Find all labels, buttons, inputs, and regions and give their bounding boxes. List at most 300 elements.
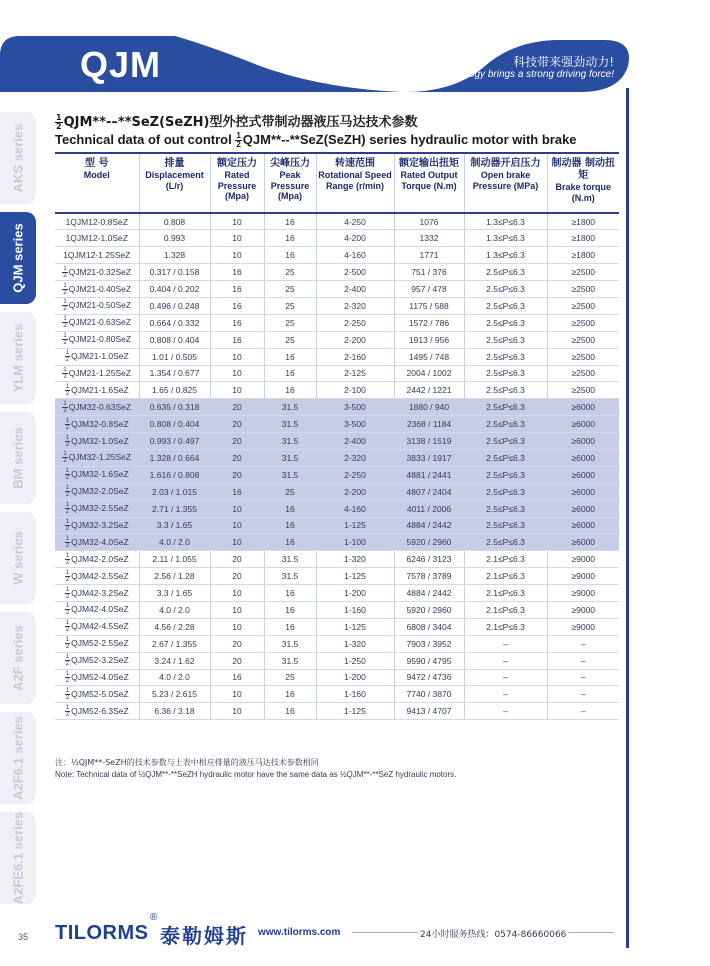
cell-disp: 1.354 / 0.677: [139, 365, 210, 382]
side-tab-w[interactable]: [0, 512, 36, 604]
cell-speed: 4-160: [316, 247, 394, 264]
cell-speed: 2-250: [316, 466, 394, 483]
cell-disp: 4.0 / 2.0: [139, 601, 210, 618]
cell-speed: 2-320: [316, 297, 394, 314]
cell-peak: 31.5: [264, 399, 316, 416]
cell-brake: –: [547, 686, 619, 703]
cell-torque: 1771: [394, 247, 464, 264]
slogan-en: Technology brings a strong driving force!: [434, 69, 614, 80]
cell-open: 2.5≤P≤6.3: [464, 264, 547, 281]
cell-torque: 4884 / 2442: [394, 585, 464, 602]
header-speed-range: 转速范围 Rotational Speed Range (r/min): [316, 153, 394, 213]
cell-torque: 751 / 376: [394, 264, 464, 281]
cell-peak: 25: [264, 314, 316, 331]
table-row: [55, 618, 619, 635]
cell-torque: 9472 / 4736: [394, 669, 464, 686]
cell-torque: 1332: [394, 230, 464, 247]
cell-peak: 16: [264, 213, 316, 230]
cell-brake: ≥2500: [547, 281, 619, 298]
cell-rated: 16: [210, 669, 264, 686]
cell-model: $\frac{1}{2}$ QJM52-6.3SeZ: [55, 703, 139, 720]
table-row: [55, 483, 619, 500]
cell-brake: ≥2500: [547, 382, 619, 399]
cell-rated: 10: [210, 534, 264, 551]
fraction-half: $\frac{1}{2}$: [65, 569, 70, 583]
cell-model: $\frac{1}{2}$ QJM42-4.0SeZ: [55, 601, 139, 618]
cell-brake: ≥2500: [547, 348, 619, 365]
side-tab-label: QJM series: [10, 223, 26, 293]
cell-speed: 1-100: [316, 534, 394, 551]
fraction-half: $\frac{1}{2}$: [63, 316, 67, 330]
table-row: [55, 534, 619, 551]
cell-open: –: [464, 703, 547, 720]
cell-open: 2.5≤P≤6.3: [464, 281, 547, 298]
fraction-half: $\frac{1}{2}$: [65, 502, 70, 516]
cell-disp: 2.67 / 1.355: [139, 635, 210, 652]
cell-torque: 2004 / 1002: [394, 365, 464, 382]
cell-rated: 16: [210, 483, 264, 500]
cell-brake: ≥6000: [547, 466, 619, 483]
cell-torque: 4807 / 2404: [394, 483, 464, 500]
fraction-half: $\frac{1}{2}$: [236, 131, 241, 150]
page-number: 35: [18, 932, 29, 942]
cell-torque: 1495 / 748: [394, 348, 464, 365]
table-row: [55, 416, 619, 433]
cell-model: $\frac{1}{2}$ QJM52-2.5SeZ: [55, 635, 139, 652]
cell-rated: 20: [210, 551, 264, 568]
cell-disp: 2.56 / 1.28: [139, 568, 210, 585]
table-row: [55, 230, 619, 247]
cell-open: 2.5≤P≤6.3: [464, 500, 547, 517]
cell-rated: 20: [210, 635, 264, 652]
table-row: [55, 331, 619, 348]
cell-brake: ≥6000: [547, 416, 619, 433]
cell-disp: 3.3 / 1.65: [139, 585, 210, 602]
cell-open: –: [464, 652, 547, 669]
cell-rated: 10: [210, 247, 264, 264]
cell-rated: 16: [210, 281, 264, 298]
cell-rated: 20: [210, 652, 264, 669]
cell-disp: 4.0 / 2.0: [139, 534, 210, 551]
table-row: [55, 348, 619, 365]
cell-brake: ≥6000: [547, 534, 619, 551]
cell-model: $\frac{1}{2}$ QJM32-4.0SeZ: [55, 534, 139, 551]
cell-disp: 1.616 / 0.808: [139, 466, 210, 483]
cell-open: 2.5≤P≤6.3: [464, 314, 547, 331]
side-tab-label: A2FE6.1 series: [10, 811, 26, 905]
cell-brake: ≥6000: [547, 399, 619, 416]
cell-brake: ≥6000: [547, 483, 619, 500]
fraction-half: $\frac{1}{2}$: [63, 282, 67, 296]
cell-disp: 2.03 / 1.015: [139, 483, 210, 500]
cell-speed: 2-320: [316, 449, 394, 466]
cell-peak: 25: [264, 297, 316, 314]
cell-torque: 7578 / 3789: [394, 568, 464, 585]
cell-torque: 9590 / 4795: [394, 652, 464, 669]
cell-peak: 25: [264, 264, 316, 281]
side-tab-qjm[interactable]: [0, 212, 36, 304]
fraction-half: $\frac{1}{2}$: [65, 670, 70, 684]
cell-speed: 1-160: [316, 601, 394, 618]
cell-open: 2.5≤P≤6.3: [464, 399, 547, 416]
cell-rated: 16: [210, 297, 264, 314]
cell-model: $\frac{1}{2}$ QJM32-3.2SeZ: [55, 517, 139, 534]
slogan-cn: 科技带来强劲动力!: [513, 55, 614, 69]
cell-speed: 1-320: [316, 635, 394, 652]
cell-open: 2.1≤P≤6.3: [464, 618, 547, 635]
cell-torque: 1175 / 588: [394, 297, 464, 314]
cell-disp: 0.404 / 0.202: [139, 281, 210, 298]
cell-torque: 7903 / 3952: [394, 635, 464, 652]
cell-speed: 2-125: [316, 365, 394, 382]
cell-speed: 1-160: [316, 686, 394, 703]
table-row: [55, 601, 619, 618]
cell-open: 2.5≤P≤6.3: [464, 297, 547, 314]
cell-open: 2.5≤P≤6.3: [464, 382, 547, 399]
cell-brake: ≥2500: [547, 331, 619, 348]
cell-speed: 1-125: [316, 618, 394, 635]
fraction-half: $\frac{1}{2}$: [63, 366, 67, 380]
cell-model: $\frac{1}{2}$ QJM21-0.50SeZ: [55, 297, 139, 314]
cell-disp: 0.808 / 0.404: [139, 331, 210, 348]
fraction-half: $\frac{1}{2}$: [65, 552, 70, 566]
side-tab-ylm[interactable]: [0, 312, 36, 404]
cell-peak: 16: [264, 534, 316, 551]
service-hotline: 24小时服务热线：0574-86660066: [418, 927, 568, 940]
cell-speed: 2-250: [316, 314, 394, 331]
side-tab-label: A2F series: [10, 625, 26, 691]
cell-model: $\frac{1}{2}$ QJM32-1.25SeZ: [55, 449, 139, 466]
cell-model: $\frac{1}{2}$ QJM32-1.6SeZ: [55, 466, 139, 483]
cell-rated: 10: [210, 230, 264, 247]
table-title-en: Technical data of out control $\frac{1}{2}$ QJM**--**SeZ(SeZH) series hydraulic motor with brake: [55, 131, 577, 150]
cell-open: –: [464, 686, 547, 703]
cell-open: 2.5≤P≤6.3: [464, 331, 547, 348]
cell-torque: 3138 / 1519: [394, 433, 464, 450]
cell-speed: 2-200: [316, 483, 394, 500]
cell-open: 2.5≤P≤6.3: [464, 416, 547, 433]
table-row: [55, 517, 619, 534]
fraction-half: $\frac{1}{2}$: [65, 518, 70, 532]
cell-model: $\frac{1}{2}$ QJM32-0.63SeZ: [55, 399, 139, 416]
tech-data-table: [55, 152, 619, 720]
cell-disp: 0.808 / 0.404: [139, 416, 210, 433]
cell-torque: 957 / 478: [394, 281, 464, 298]
cell-disp: 2.11 / 1.055: [139, 551, 210, 568]
fraction-half: $\frac{1}{2}$: [65, 383, 70, 397]
cell-peak: 16: [264, 517, 316, 534]
cell-model: $\frac{1}{2}$ QJM32-0.8SeZ: [55, 416, 139, 433]
fraction-half: $\frac{1}{2}$: [65, 603, 70, 617]
fraction-half: $\frac{1}{2}$: [63, 299, 67, 313]
cell-torque: 1913 / 956: [394, 331, 464, 348]
cell-disp: 0.993: [139, 230, 210, 247]
cell-speed: 2-400: [316, 433, 394, 450]
cell-peak: 31.5: [264, 466, 316, 483]
cell-peak: 31.5: [264, 652, 316, 669]
side-tab-bm[interactable]: [0, 412, 36, 504]
cell-brake: ≥2500: [547, 314, 619, 331]
header-peak-pressure: 尖峰压力 Peak Pressure (Mpa): [264, 153, 316, 213]
cell-peak: 25: [264, 669, 316, 686]
cell-disp: 0.664 / 0.332: [139, 314, 210, 331]
table-row: [55, 500, 619, 517]
cell-speed: 4-160: [316, 500, 394, 517]
table-body: [55, 213, 619, 720]
cell-peak: 31.5: [264, 551, 316, 568]
side-tab-label: BM series: [10, 427, 26, 489]
side-tab-a2f61[interactable]: [0, 712, 36, 804]
cell-rated: 20: [210, 433, 264, 450]
cell-disp: 4.56 / 2.28: [139, 618, 210, 635]
cell-open: 2.5≤P≤6.3: [464, 449, 547, 466]
registered-mark: ®: [150, 912, 158, 923]
cell-peak: 16: [264, 618, 316, 635]
fraction-half: $\frac{1}{2}$: [65, 350, 70, 364]
table-row: [55, 213, 619, 230]
cell-peak: 16: [264, 382, 316, 399]
cell-open: 2.1≤P≤6.3: [464, 601, 547, 618]
cell-peak: 25: [264, 483, 316, 500]
fraction-half: $\frac{1}{2}$: [65, 637, 70, 651]
cell-brake: ≥9000: [547, 551, 619, 568]
fraction-half: $\frac{1}{2}$: [65, 620, 70, 634]
header-model: 型 号 Model: [55, 153, 139, 213]
cell-model: $\frac{1}{2}$ QJM42-3.2SeZ: [55, 585, 139, 602]
cell-rated: 10: [210, 365, 264, 382]
table-title-cn: $\frac{1}{2}$ QJM**-–**SeZ(SeZH)型外控式带制动器液压马达技术参数: [56, 113, 418, 131]
side-tab-label: AKS series: [10, 123, 26, 193]
cell-speed: 3-500: [316, 399, 394, 416]
side-tab-a2f[interactable]: [0, 612, 36, 704]
cell-peak: 31.5: [264, 449, 316, 466]
cell-speed: 2-200: [316, 331, 394, 348]
fraction-half: $\frac{1}{2}$: [65, 687, 70, 701]
cell-peak: 16: [264, 703, 316, 720]
cell-rated: 16: [210, 264, 264, 281]
fraction-half: $\frac{1}{2}$: [65, 434, 70, 448]
side-tab-aks[interactable]: [0, 112, 36, 204]
table-row: [55, 585, 619, 602]
table-row: [55, 466, 619, 483]
cell-open: 1.3≤P≤6.3: [464, 247, 547, 264]
cell-rated: 10: [210, 618, 264, 635]
fraction-half: $\frac{1}{2}$: [63, 265, 67, 279]
cell-torque: 1880 / 940: [394, 399, 464, 416]
header-open-brake-pressure: 制动器开启压力 Open brake Pressure (MPa): [464, 153, 547, 213]
cell-open: 2.5≤P≤6.3: [464, 483, 547, 500]
cell-peak: 16: [264, 500, 316, 517]
cell-rated: 20: [210, 568, 264, 585]
fraction-half: $\frac{1}{2}$: [65, 468, 70, 482]
website-link[interactable]: www.tilorms.com: [258, 927, 341, 938]
cell-model: 1QJM12-1.0SeZ: [55, 230, 139, 247]
cell-peak: 16: [264, 247, 316, 264]
cell-rated: 10: [210, 517, 264, 534]
cell-disp: 1.328 / 0.664: [139, 449, 210, 466]
cell-disp: 0.317 / 0.158: [139, 264, 210, 281]
cell-brake: –: [547, 703, 619, 720]
cell-speed: 1-125: [316, 703, 394, 720]
cell-torque: 4011 / 2006: [394, 500, 464, 517]
cell-speed: 2-400: [316, 281, 394, 298]
cell-model: $\frac{1}{2}$ QJM21-0.63SeZ: [55, 314, 139, 331]
cell-rated: 10: [210, 703, 264, 720]
cell-rated: 10: [210, 213, 264, 230]
table-row: [55, 635, 619, 652]
cell-rated: 10: [210, 500, 264, 517]
cell-peak: 16: [264, 365, 316, 382]
cell-open: –: [464, 635, 547, 652]
table-row: [55, 433, 619, 450]
cell-disp: 3.3 / 1.65: [139, 517, 210, 534]
cell-model: 1QJM12-0.8SeZ: [55, 213, 139, 230]
cell-speed: 3-500: [316, 416, 394, 433]
cell-model: $\frac{1}{2}$ QJM21-1.25SeZ: [55, 365, 139, 382]
side-tab-label: A2F6.1 series: [10, 716, 26, 800]
table-row: [55, 669, 619, 686]
cell-torque: 5920 / 2960: [394, 601, 464, 618]
cell-rated: 10: [210, 382, 264, 399]
side-tab-a2fe61[interactable]: [0, 812, 36, 904]
cell-open: 2.5≤P≤6.3: [464, 517, 547, 534]
cell-peak: 16: [264, 230, 316, 247]
cell-brake: ≥6000: [547, 500, 619, 517]
cell-brake: ≥9000: [547, 568, 619, 585]
cell-brake: ≥6000: [547, 433, 619, 450]
cell-disp: 1.328: [139, 247, 210, 264]
cell-rated: 10: [210, 686, 264, 703]
cell-speed: 1-320: [316, 551, 394, 568]
cell-disp: 1.01 / 0.505: [139, 348, 210, 365]
cell-speed: 1-200: [316, 669, 394, 686]
cell-speed: 4-200: [316, 230, 394, 247]
cell-open: 1.3≤P≤6.3: [464, 213, 547, 230]
table-row: [55, 314, 619, 331]
cell-peak: 31.5: [264, 416, 316, 433]
fraction-half: $\frac{1}{2}$: [65, 417, 70, 431]
fraction-half: $\frac{1}{2}$: [56, 113, 62, 131]
cell-torque: 4884 / 2442: [394, 517, 464, 534]
cell-brake: ≥9000: [547, 585, 619, 602]
cell-speed: 1-250: [316, 652, 394, 669]
cell-disp: 4.0 / 2.0: [139, 669, 210, 686]
cell-rated: 20: [210, 399, 264, 416]
table-row: [55, 365, 619, 382]
cell-speed: 1-125: [316, 568, 394, 585]
cell-brake: –: [547, 652, 619, 669]
side-tab-label: YLM series: [10, 323, 26, 393]
fraction-half: $\frac{1}{2}$: [65, 654, 70, 668]
cell-peak: 25: [264, 331, 316, 348]
cell-rated: 10: [210, 348, 264, 365]
cell-disp: 2.71 / 1.355: [139, 500, 210, 517]
table-row: [55, 247, 619, 264]
side-tab-label: W series: [10, 531, 26, 585]
cell-rated: 20: [210, 416, 264, 433]
vertical-rule: [626, 88, 629, 948]
cell-torque: 7740 / 3870: [394, 686, 464, 703]
table-row: [55, 568, 619, 585]
cell-open: 2.1≤P≤6.3: [464, 568, 547, 585]
cell-torque: 6808 / 3404: [394, 618, 464, 635]
cell-disp: 3.24 / 1.62: [139, 652, 210, 669]
table-row: [55, 551, 619, 568]
note-cn: 注：½QJM**-SeZH的技术参数与上表中相应排量的液压马达技术参数相同: [55, 758, 319, 767]
table-row: [55, 281, 619, 298]
cell-brake: ≥1800: [547, 247, 619, 264]
cell-model: $\frac{1}{2}$ QJM52-5.0SeZ: [55, 686, 139, 703]
cell-brake: ≥9000: [547, 618, 619, 635]
brand-logo: TILORMS: [55, 922, 149, 944]
cell-speed: 1-125: [316, 517, 394, 534]
table-row: [55, 382, 619, 399]
cell-peak: 31.5: [264, 635, 316, 652]
cell-peak: 31.5: [264, 433, 316, 450]
cell-rated: 16: [210, 331, 264, 348]
note-en: Note: Technical data of ½QJM**-**SeZH hydraulic motor have the same data as ½QJM**-**SeZ hydraulic motors.: [55, 770, 457, 779]
cell-rated: 10: [210, 601, 264, 618]
cell-torque: 2368 / 1184: [394, 416, 464, 433]
cell-speed: 2-160: [316, 348, 394, 365]
cell-rated: 20: [210, 449, 264, 466]
cell-brake: ≥2500: [547, 264, 619, 281]
cell-open: 2.1≤P≤6.3: [464, 585, 547, 602]
table-row: [55, 652, 619, 669]
page-title: QJM: [80, 44, 162, 85]
cell-model: $\frac{1}{2}$ QJM21-1.6SeZ: [55, 382, 139, 399]
brand-name-cn: 泰勒姆斯: [160, 924, 248, 948]
cell-rated: 10: [210, 585, 264, 602]
cell-model: $\frac{1}{2}$ QJM21-0.40SeZ: [55, 281, 139, 298]
cell-model: $\frac{1}{2}$ QJM21-1.0SeZ: [55, 348, 139, 365]
cell-torque: 5920 / 2960: [394, 534, 464, 551]
cell-brake: ≥2500: [547, 297, 619, 314]
cell-disp: 0.635 / 0.318: [139, 399, 210, 416]
cell-speed: 2-500: [316, 264, 394, 281]
fraction-half: $\frac{1}{2}$: [65, 535, 70, 549]
cell-brake: –: [547, 635, 619, 652]
cell-open: 1.3≤P≤6.3: [464, 230, 547, 247]
cell-speed: 4-250: [316, 213, 394, 230]
table-header-row: [55, 153, 619, 213]
table-row: [55, 297, 619, 314]
cell-model: $\frac{1}{2}$ QJM21-0.80SeZ: [55, 331, 139, 348]
cell-brake: ≥1800: [547, 230, 619, 247]
cell-brake: –: [547, 669, 619, 686]
cell-torque: 1076: [394, 213, 464, 230]
cell-brake: ≥9000: [547, 601, 619, 618]
table-row: [55, 686, 619, 703]
table-row: [55, 703, 619, 720]
table-row: [55, 264, 619, 281]
cell-model: $\frac{1}{2}$ QJM42-4.5SeZ: [55, 618, 139, 635]
cell-torque: 4881 / 2441: [394, 466, 464, 483]
cell-brake: ≥6000: [547, 449, 619, 466]
cell-disp: 1.65 / 0.825: [139, 382, 210, 399]
cell-peak: 16: [264, 585, 316, 602]
cell-open: 2.5≤P≤6.3: [464, 534, 547, 551]
cell-model: $\frac{1}{2}$ QJM52-4.0SeZ: [55, 669, 139, 686]
cell-open: –: [464, 669, 547, 686]
cell-torque: 1572 / 786: [394, 314, 464, 331]
cell-peak: 16: [264, 686, 316, 703]
cell-speed: 1-200: [316, 585, 394, 602]
fraction-half: $\frac{1}{2}$: [63, 400, 67, 414]
cell-peak: 25: [264, 281, 316, 298]
cell-model: $\frac{1}{2}$ QJM21-0.32SeZ: [55, 264, 139, 281]
table-row: [55, 449, 619, 466]
